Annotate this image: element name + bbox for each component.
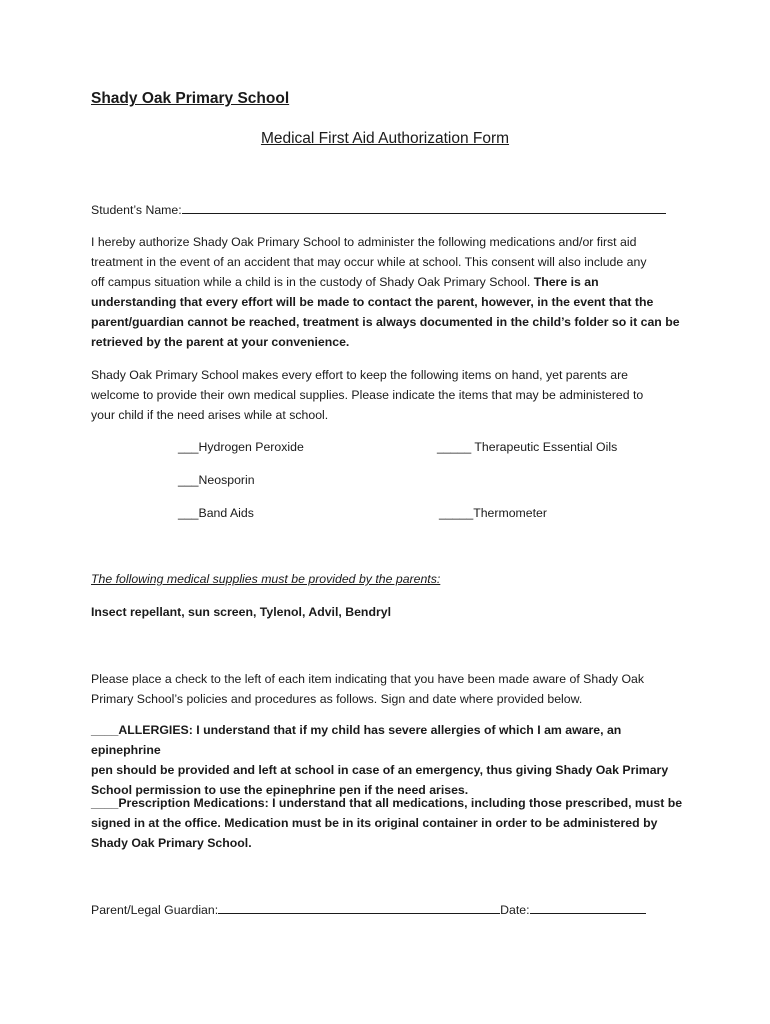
- policy-intro-line: Please place a check to the left of each item indicating that you have been made aware of Shady Oak: [91, 672, 645, 686]
- item-band-aids[interactable]: ___Band Aids: [178, 506, 254, 520]
- policy-intro-line: Primary School’s policies and procedures as follows. Sign and date where provided below.: [91, 692, 583, 706]
- prescription-line: Shady Oak Primary School.: [91, 836, 252, 850]
- guardian-signature-field[interactable]: [218, 902, 500, 914]
- student-name-row: [91, 202, 666, 217]
- supplies-intro-line: Shady Oak Primary School makes every effort to keep the following items on hand, yet parents are: [91, 368, 629, 382]
- student-name-label: Student’s Name:: [91, 203, 182, 217]
- guardian-label: Parent/Legal Guardian:: [91, 903, 219, 917]
- authorization-line: I hereby authorize Shady Oak Primary School to administer the following medications and/or first aid: [91, 235, 637, 249]
- allergies-policy[interactable]: [91, 720, 691, 800]
- prescription-line: signed in at the office. Medication must be in its original container in order to be administered by: [91, 816, 658, 830]
- policy-intro-paragraph: [91, 669, 691, 709]
- allergies-line: pen should be provided and left at school in case of an emergency, thus giving Shady Oak Primary: [91, 763, 669, 777]
- authorization-line: retrieved by the parent at your convenience.: [91, 335, 350, 349]
- parents-supplies-list: Insect repellant, sun screen, Tylenol, Advil, Bendryl: [91, 605, 391, 619]
- date-field[interactable]: [530, 902, 646, 914]
- school-name: Shady Oak Primary School: [91, 90, 290, 107]
- supplies-intro-line: your child if the need arises while at school.: [91, 408, 329, 422]
- student-name-field[interactable]: [182, 202, 666, 214]
- allergies-line: School permission to use the epinephrine pen if the need arises.: [91, 783, 469, 797]
- item-neosporin[interactable]: ___Neosporin: [178, 473, 255, 487]
- supplies-intro-line: welcome to provide their own medical supplies. Please indicate the items that may be administered to: [91, 388, 644, 402]
- item-hydrogen-peroxide[interactable]: ___Hydrogen Peroxide: [178, 440, 304, 454]
- parents-supplies-heading: The following medical supplies must be provided by the parents:: [91, 572, 441, 586]
- form-title: Medical First Aid Authorization Form: [260, 130, 510, 147]
- signature-row: [91, 902, 646, 917]
- supplies-intro-paragraph: [91, 365, 691, 425]
- authorization-line: treatment in the event of an accident that may occur while at school. This consent will also include any: [91, 255, 647, 269]
- authorization-line: parent/guardian cannot be reached, treatment is always documented in the child’s folder so it can be: [91, 315, 680, 329]
- authorization-line: understanding that every effort will be made to contact the parent, however, in the event that the: [91, 295, 654, 309]
- item-thermometer[interactable]: _____Thermometer: [439, 506, 547, 520]
- authorization-bold-text: There is an: [533, 275, 599, 289]
- authorization-text: off campus situation while a child is in the custody of Shady Oak Primary School.: [91, 275, 534, 289]
- prescription-policy[interactable]: [91, 793, 691, 853]
- allergies-line: ____ALLERGIES: I understand that if my child has severe allergies of which I am aware, an epinephrine: [91, 723, 622, 757]
- date-label: Date:: [500, 903, 530, 917]
- authorization-line: [91, 272, 691, 292]
- authorization-paragraph: [91, 232, 691, 352]
- prescription-line: ____Prescription Medications: I understand that all medications, including those prescribed, must be: [91, 796, 683, 810]
- item-essential-oils[interactable]: _____ Therapeutic Essential Oils: [437, 440, 618, 454]
